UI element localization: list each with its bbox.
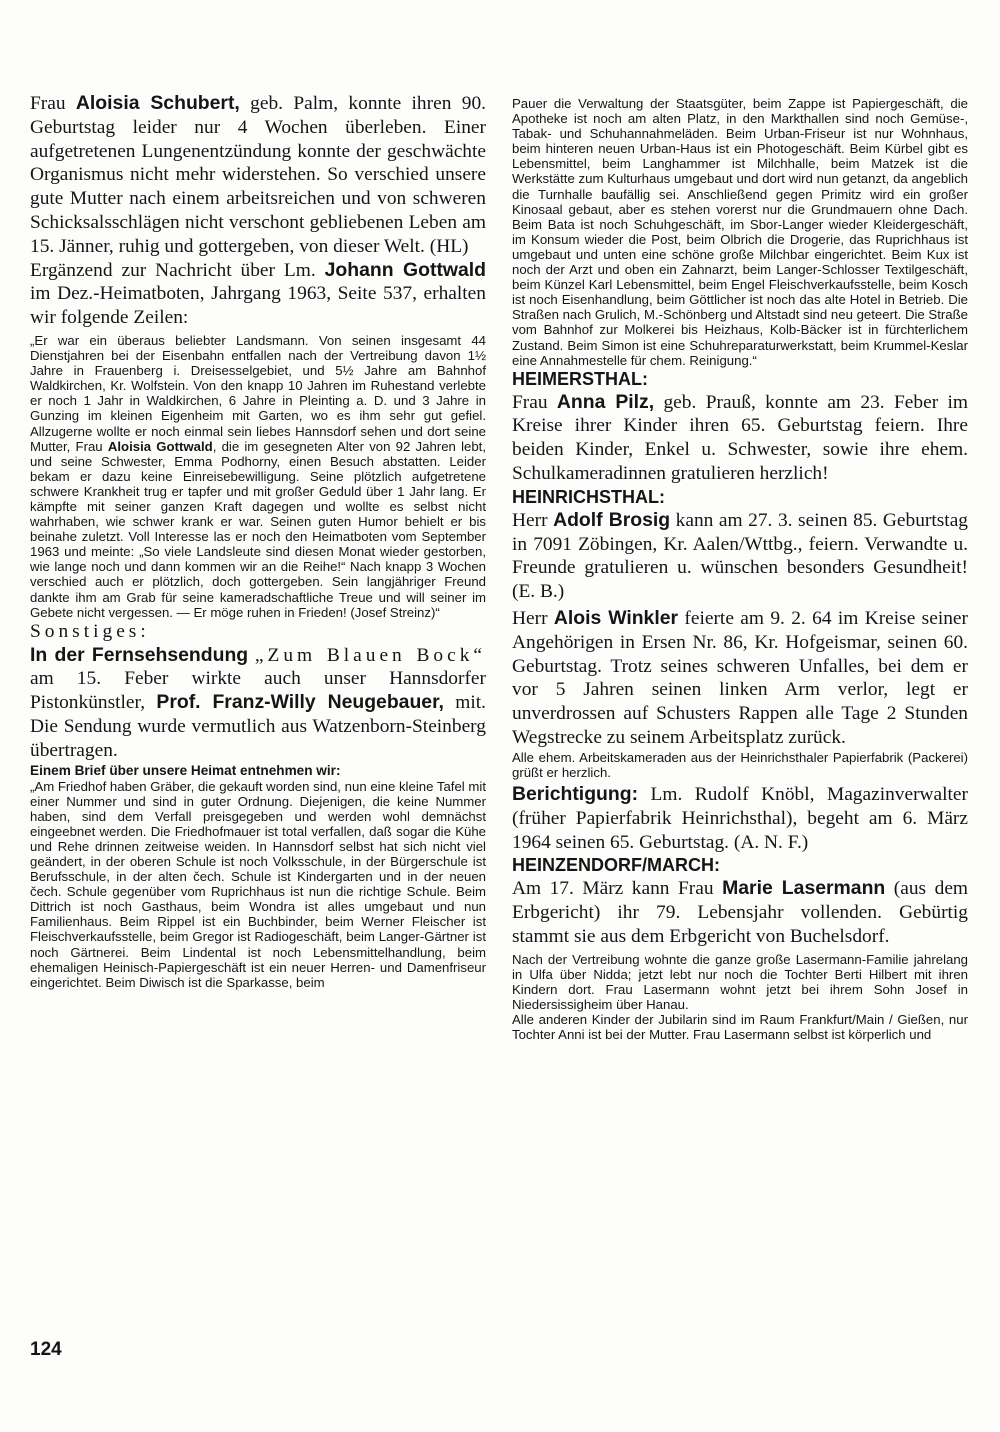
person-name: Adolf Brosig [553,508,671,531]
left-column [30,92,486,990]
person-name: Alois Winkler [553,607,679,630]
article-lasermann-detail-1: Nach der Vertreibung wohnte die ganze große Lasermann-Familie jahrelang in Ulfa über Nidda; jetzt lebt nur noch die Tochter Berti Hilbert mit ihren Kindern dort. Frau Lasermann wohnt jetzt bei ihrem Sohn Josef in Niedersissigheim über Hanau. [512,951,968,1013]
article-berichtigung [512,783,968,854]
person-name: Marie Lasermann [722,877,886,900]
article-title: In der Fernsehsendung [30,643,249,666]
brief-text: „Am Friedhof haben Gräber, die gekauft worden sind, nun eine kleine Tafel mit einer Nummer und sind in guter Ordnung. Diejenigen, die keine Nummer haben, sind dem Verfall preisgegeben und werden wohl demnächst eingeebnet werden. Die Friedhofmauer ist total verfallen, daß sogar die Kühe und Rehe drinnen zeitweise weiden. In Hannsdorf selbst hat sich nicht viel geändert, in der oberen Schule ist noch Volksschule, in der Bürgerschule ist Berufsschule, in der alten čech. Schule ist Kindergarten und in der neuen čech. Schule gegenüber vom Ruprichhaus ist nun die richtige Schule. Beim Dittrich ist noch Gasthaus, beim Wondra ist alles umgebaut und nun Familienhaus. Beim Rippel ist ein Buchbinder, beim Werner Fleischer ist Fleischverkaufsstelle, beim Gregor ist Radiogeschäft, beim Langer-Gärtner ist noch Gärtnerei. Beim Lindental ist noch Lebensmittelhandlung, beim ehemaligen Heinisch-Papiergeschäft ist ein neuer Herren- und Damenfriseur eingerichtet. Beim Diwisch ist die Sparkasse, beim [30,778,486,990]
article-winkler [512,607,968,750]
text: Herr [512,509,554,531]
text: Am 17. März kann Frau [512,878,723,900]
text: geb. Palm, konnte ihren 90. Geburtstag leider nur 4 Wochen überleben. Einer aufgetretenen Lungenentzündung konnte der geschwächte Organismus nicht mehr widerstehen. So verschied unsere gute Mutter nach einem arbeitsreichen und von schweren Schicksalsschlägen nicht verschont gebliebenen Leben am 15. Jänner, ruhig und gottergeben, von dieser Welt. (HL) [30,93,486,257]
heading-heinzendorf: HEINZENDORF/MARCH: [512,855,720,876]
correction-label: Berichtigung: [512,783,639,806]
text: Lm. Rudolf Knöbl, Magazinverwalter (früher Papierfabrik Heinrichsthal), begeht am 6. März 1964 seinen 65. Geburtstag. (A. N. F.) [512,784,968,853]
article-pilz [512,391,968,486]
article-lasermann [512,877,968,948]
text: feierte am 9. 2. 64 im Kreise seiner Angehörigen in Ersen Nr. 86, Kr. Hofgeismar, seinen 60. Geburtstag. Trotz seines schweren Unfalles, bei dem er vor 5 Jahren seinen linken Arm verlor, legt er unverdrossen auf Schusters Rappen alle Tage 2 Stunden Wegstrecke zu seinem Arbeitsplatz zurück. [512,608,968,749]
text: Herr [512,608,554,630]
article-schubert [30,92,486,259]
text: Ergänzend zur Nachricht über Lm. [30,259,325,281]
heading-heinrichsthal: HEINRICHSTHAL: [512,486,665,507]
article-gottwald-quote [30,333,486,620]
page-number: 124 [30,1339,62,1360]
person-name: Prof. Franz-Willy Neugebauer, [156,691,444,714]
person-name: Aloisia Gottwald [107,438,213,454]
text: mit. Die Sendung wurde vermutlich aus Watzenborn-Steinberg übertragen. [30,692,486,761]
article-brosig [512,509,968,604]
text: Frau [30,93,76,114]
article-gottwald-intro [30,259,486,330]
text: im Dez.-Heimatboten, Jahrgang 1963, Seite 537, erhalten wir folgende Zeilen: [30,283,486,329]
brief-continued: Pauer die Verwaltung der Staatsgüter, beim Zappe ist Papiergeschäft, die Apotheke ist noch am alten Platz, in den Markthallen sind noch Gemüse-, Tabak- und Schuhannahmeläden. Beim Urban-Friseur ist nur Wohnhaus, beim hinteren neuen Urban-Haus ist ein Photogeschäft. Beim Kürbel gibt es Lebensmittel, beim Langhammer ist Milchhalle, beim Matzek ist die Werkstätte zum Kulturhaus umgebaut und dort wird nun getanzt, da angeblich die Turnhalle baufällig sei. Anschließend gegen Primitz wird ein großer Kinosaal gebaut, aber es stehen vorerst nur die Grundmauern ohne Dach. Beim Bata ist noch Schuhgeschäft, im Sbor-Langer wieder Kleidergeschäft, im Konsum wieder die Post, beim Olbrich die Drogerie, das Ruprichhaus ist umgebaut und unten eine schöne große Milchbar eingerichtet. Beim Kux ist noch der Arzt und oben ein Zahnarzt, beim Langer-Schlosser Textilgeschäft, beim Künzel Karl Lebensmittel, beim Engel Fleischverkaufsstelle, beim Kosch ist noch Eisenhandlung, beim Göttlicher ist noch das alte Hotel in Betrieb. Die Straßen nach Grulich, M.-Schönberg und Altstadt sind neu geteert. Die Straße vom Bahnhof zur Molkerei bis Heizhaus, Kolb-Bäcker ist in fürchterlichem Zustand. Beim Simon ist eine Schuhreparaturwerkstatt, beim Krummel-Keslar eine Annahmestelle für chem. Reinigung.“ [512,96,968,368]
article-winkler-greeting: Alle ehem. Arbeitskameraden aus der Heinrichsthaler Papierfabrik (Packerei) grüßt er herzlich. [512,749,968,780]
brief-heading: Einem Brief über unsere Heimat entnehmen wir: [30,762,341,778]
article-fernsehsendung [30,644,486,763]
heading-heimersthal: HEIMERSTHAL: [512,368,648,389]
person-name: Johann Gottwald [324,258,486,281]
person-name: Anna Pilz, [556,390,655,413]
text: geb. Prauß, konnte am 23. Feber im Kreise ihrer Kinder ihren 65. Geburtstag feiern. Ihre beiden Kinder, Enkel u. Schwester, sowie ihre ehem. Schulkameradinnen gratulieren herzlich! [512,391,968,485]
show-title: „Zum Blauen Bock“ [254,644,486,666]
section-sonstiges: Sonstiges: [30,620,150,642]
text: , die im gesegneten Alter von 92 Jahren lebt, und seine Schwester, Emma Podhorny, einen Besuch abstatten. Leider bekam er dazu keine Einreisebewilligung. Seine plötzlich aufgetretene schwere Krankheit trug er tapfer und mit großer Geduld über 1 Jahr lang. Er kämpfte mit seiner ganzen Kraft dagegen und wollte es selbst nicht wahrhaben, wie schwer krank er war. Seinen guten Humor behielt er bis beinahe zuletzt. Voll Interesse las er noch den Heimatboten vom September 1963 und meinte: „So viele Landsleute sind diesen Monat wieder gestorben, wie lange noch und dann kommen wir an die Reihe!“ Nach knapp 3 Wochen verschied auch er plötzlich, doch gottergeben. Sein langjähriger Freund dankte ihm am Grab für seine kameradschaftliche Treue und will seiner im Gebete nicht vergessen. — Er möge ruhen in Frieden! (Josef Streinz)“ [30,438,486,620]
text: Frau [512,391,557,413]
article-lasermann-detail-2: Alle anderen Kinder der Jubilarin sind im Raum Frankfurt/Main / Gießen, nur Tochter Anni ist bei der Mutter. Frau Lasermann selbst ist körperlich und [512,1012,968,1043]
text: (aus dem Erbgericht) ihr 79. Lebensjahr vollenden. Gebürtig stammt sie aus dem Erbgericht von Buchelsdorf. [512,878,969,948]
text: „Er war ein überaus beliebter Landsmann. Von seinen insgesamt 44 Dienstjahren bei der Eisenbahn entfallen nach der Vertreibung davon 1½ Jahre in Frauenberg i. Dreisesselgebiet, und 5½ Jahre am Bahnhof Waldkirchen, Kr. Wolfstein. Von den knapp 10 Jahren im Ruhestand verlebte er noch 1 Jahr in Waldkirchen, 6 Jahre in Pleinting a. D. und 3 Jahre in Gunzing im kleinen Eigenheim mit Garten, wo es ihm sehr gut gefiel. Allzugerne wollte er noch einmal sein liebes Hannsdorf sehen und dort seine Mutter, Frau [30,332,486,454]
text: kann am 27. 3. seinen 85. Geburtstag in 7091 Zöbingen, Kr. Aalen/Wttbg., feiern. Verwandte u. Freunde gratulieren u. wünschen besonders Gesundheit! (E. B.) [512,509,968,603]
person-name: Aloisia Schubert, [75,92,240,114]
right-column [512,96,968,1042]
text: am 15. Feber wirkte auch unser Hannsdorfer Pistonkünstler, [30,668,486,714]
